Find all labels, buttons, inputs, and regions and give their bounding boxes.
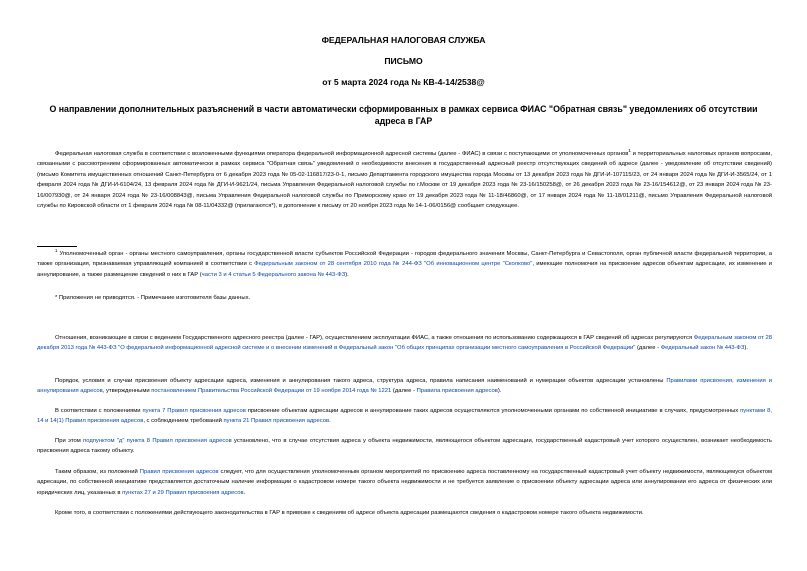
link-443fz-short[interactable]: Федеральный закон № 443-ФЗ: [660, 345, 745, 352]
link-clauses-27-29[interactable]: пунктах 27 и 29 Правил присвоения адресов: [122, 489, 244, 496]
paragraph-cadastral: Кроме того, в соответствии с положениями действующего законодательства в ГАР в привязке к сведениям об адресе объекта адресации размещаются сведения о кадастровом номере такого объекта недвижимости.: [55, 510, 644, 516]
link-skolkovo-law[interactable]: Федеральным законом от 28 сентября 2010 года № 244-ФЗ "Об инновационном центре "Сколково": [254, 261, 533, 268]
link-address-rules-2[interactable]: Правил присвоения адресов: [139, 469, 219, 475]
paragraph-subclause-d: При этом подпунктом "д" пункта 8 Правил присвоения адресов установлено, что в случае отсутствия адреса у объекта недвижимости, являющегося объектом адресации, государственный кадастровый учет которого осуществлен, возникает необходимость присвоения адреса такому объекту.: [37, 438, 772, 455]
link-resolution-1221[interactable]: постановлением Правительства Российской Федерации от 19 ноября 2014 года № 1221: [151, 388, 392, 395]
link-federal-law-443fz[interactable]: Федеральным законом от 28 декабря 2013 года № 443-ФЗ "О федеральной информационной адресной системе и о внесении изменений в Федеральный закон "Об общих принципах организации местного самоуправления в Российской Федерации": [37, 335, 773, 352]
footnote: $^1$ Уполномоченный орган - органы местного самоуправления, органы государственной власти субъектов Российской Федерации - городов федерального значения Москвы, Санкт-Петербурга и Севастополя, орган публичной власти федеральной территории, а также организация, признаваемая управляющей компанией в соответствии с Федеральным законом от 28 сентября 2010 года № 244-ФЗ "Об инновационном центре "Сколково", имеющие полномочия на присвоение адресов объектам адресации, их изменение и аннулирование, а также размещение сведений о них в ГАР (части 3 и 4 статьи 5 Федерального закона № 443-ФЗ).: [37, 248, 772, 278]
document-type: ПИСЬМО: [384, 56, 423, 66]
document-title: О направлении дополнительных разъяснений в части автоматически сформированных в рамках сервиса ФИАС "Обратная связь" уведомлениях об отсутствии адреса в ГАР: [49, 104, 758, 126]
paragraph-address-rules: Порядок, условия и случаи присвоения объекту адресации адреса, изменения и аннулирования такого адреса, структура адреса, правила написания наименований и нумерации объектов адресации установлены Правилами присвоения, изменения и аннулирования адресов, утвержденными постановлением Правительства Российской Федерации от 19 ноября 2014 года № 1221 (далее - Правила присвоения адресов).: [37, 378, 772, 395]
link-clauses-8-14[interactable]: пунктами 8, 14 и 14(1) Правил присвоения адресов: [37, 408, 772, 425]
paragraph-conclusion: Таким образом, из положений Правил присвоения адресов следует, что для осуществления уполномоченным органом мероприятий по присвоению адреса поставленному на государственный кадастровый учет объекту недвижимости, являющемуся объектом адресации, по собственной инициативе представляется достаточным наличие информации о кадастровом номере такого объекта недвижимости и не требуется заявление о присвоении объекту адресации адреса или аннулировании его адреса от физических или юридических лиц, указанных в пунктах 27 и 29 Правил присвоения адресов.: [37, 469, 772, 496]
footnote-mark: 1: [55, 248, 58, 254]
agency-name: ФЕДЕРАЛЬНАЯ НАЛОГОВАЯ СЛУЖБА: [321, 35, 486, 45]
paragraph-clause-7: В соответствии с положениями пункта 7 Правил присвоения адресов присвоение объектам адресации адресов и аннулирование таких адресов осуществляются уполномоченными органами по собственной инициативе в случаях, предусмотренных пунктами 8, 14 и 14(1) Правил присвоения адресов, с соблюдением требований пункта 21 Правил присвоения адресов.: [37, 408, 772, 425]
link-clause-7[interactable]: пункта 7 Правил присвоения адресов: [142, 408, 246, 414]
link-clause-21[interactable]: пункта 21 Правил присвоения адресов: [223, 418, 330, 425]
intro-paragraph: Федеральная налоговая служба в соответствии с возложенными функциями оператора федеральной информационной адресной системы (далее - ФИАС) в связи с поступающими от уполномоченных органов$^1$ и территориальных налоговых органов вопросами, связанными с рассмотрением сформированных автоматически в рамках сервиса "Обратная связь" уведомлений о необходимости внесения в государственный адресный реестр отсутствующих сведений об адресе (далее - уведомление об отсутствии сведений) (письмо Комитета имущественных отношений Санкт-Петербурга от 6 декабря 2023 года № 05-02-116817/23-0-1, письмо Департамента городского имущества города Москвы от 13 декабря 2023 года № ДГИ-И-107115/23, от 24 января 2024 года № ДГИ-И-3565/24, от 1 февраля 2024 года № ДГИ-И-6104/24, 13 февраля 2024 года № ДГИ-И-9621/24, письма Управления Федеральной налоговой службы по г.Москве от 19 декабря 2023 года № 23-16/150258@, от 26 декабря 2023 года № 23-16/154612@, от 23 января 2024 года № 23-16/007930@, от 24 января 2024 года № 23-16/008843@, письма Управления Федеральной налоговой службы по Приморскому краю от 19 декабря 2023 года № 11-18/46860@, от 17 января 2024 года № 11-18/01211@, письмо Управления Федеральной налоговой службы по Кировской области от 1 февраля 2024 года № 08-11/04332@ (прилагаются*), в дополнение к письму от 20 ноября 2023 года № 14-1-06/0156@ сообщает следующее.: [37, 148, 773, 210]
link-address-rules[interactable]: Правилами присвоения, изменения и аннулирования адресов: [37, 378, 772, 395]
footnote-marker[interactable]: 1: [628, 148, 631, 154]
link-article-5-443fz[interactable]: части 3 и 4 статьи 5 Федерального закона № 443-ФЗ: [201, 271, 346, 278]
link-subclause-d-clause-8[interactable]: подпунктом "д" пункта 8 Правил присвоения адресов: [83, 438, 232, 444]
footnote-divider: [37, 246, 77, 247]
paragraph-gar-regulation: Отношения, возникающие в связи с ведением Государственного адресного реестра (далее - ГАР), осуществлением эксплуатации ФИАС, а также отношения по использованию содержащихся в ГАР сведений об адресах регулируются Федеральным законом от 28 декабря 2013 года № 443-ФЗ "О федеральной информационной адресной системе и о внесении изменений в Федеральный закон "Об общих принципах организации местного самоуправления в Российской Федерации" (далее - Федеральный закон № 443-ФЗ).: [37, 335, 773, 352]
document-date-number: от 5 марта 2024 года № КВ-4-14/2538@: [322, 77, 485, 87]
attachment-note: * Приложения не приводятся. - Примечание изготовителя базы данных.: [55, 295, 251, 301]
link-address-rules-short[interactable]: Правила присвоения адресов: [416, 388, 498, 395]
